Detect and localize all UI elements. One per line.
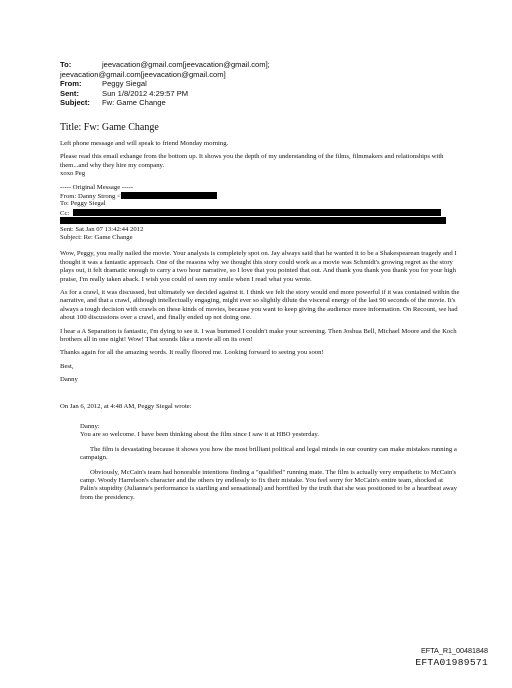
subject-label: Subject: [60, 98, 90, 108]
from-value: Peggy Siegal [102, 79, 147, 89]
document-title: Title: Fw: Game Change [60, 122, 159, 133]
original-from: From: Danny Strong < [60, 193, 121, 201]
intro-paragraph-2 [60, 153, 460, 178]
sent-value: Sun 1/8/2012 4:29:57 PM [102, 88, 189, 98]
to-row-continued [60, 70, 460, 80]
reply-paragraph-2: As for a crawl, it was discussed, but ultimately we decided against it. I think we felt the story would end more powerful if it was contained within the narrative, and that a crawl, although intellectually engaging, might ever so slightly dilute the visceral energy of the last 90 seconds of the movie. It's always a tough decision with crawls on these kinds of movies, because you want to keep giving the audience more information. On Recount, we had about 100 discussions over a crawl, and finally ended up not doing one. [60, 288, 460, 322]
sent-row [60, 89, 460, 99]
to-label: To: [60, 60, 72, 69]
original-subject: Subject: Re: Game Change [60, 233, 133, 241]
reply-paragraph-3: I hear a A Separation is fantastic, I'm dying to see it. I was bummed I couldn't make your screening. Then Joshua Bell, Michael Moore and the Koch brothers all in one night! Wow! That sounds like a movie all on its own! [60, 327, 457, 344]
email-body [60, 140, 460, 508]
from-row [60, 79, 460, 89]
to-value: jeevacation@gmail.com[jeevacation@gmail.com]; [102, 60, 270, 69]
quoted-paragraph-3: Obviously, McCain's team had honorable intentions finding a "qualified" running mate. The film is actually very empathetic to McCain's camp. Woody Harrelson's character and the others try endlessly to fix their mistake. You feel sorry for McCain's entire team, shocked at Palin's stupidity (Julianne's performance is startling and sensational) and horrified by the truth that she was positioned to be a heartbeat away from the presidency. [80, 468, 457, 501]
subject-row [60, 98, 460, 108]
to-value-2: jeevacation@gmail.com[jeevacation@gmail.com] [60, 69, 226, 79]
redaction-block [121, 192, 217, 199]
redaction-block [73, 209, 441, 216]
subject-value: Fw: Game Change [102, 98, 166, 108]
reply-closing: Best, [60, 362, 74, 370]
original-message-header [60, 184, 460, 243]
original-divider: ----- Original Message ----- [60, 183, 133, 191]
original-from-row [60, 192, 460, 200]
intro-paragraph-2-text: Please read this email exhange from the bottom up. It shows you the depth of my understanding of the films, filmmakers and relationships with them...and why they hire my company. [60, 153, 444, 169]
email-header [60, 60, 460, 108]
quoted-paragraph-2: The film is devastating because it shows you how the most brilliant political and legal minds in our country can make mistakes running a campaign. [80, 445, 457, 462]
original-sent: Sent: Sat Jan 07 13:42:44 2012 [60, 225, 144, 233]
original-cc-row-2 [60, 217, 460, 225]
reply-signature: Danny [60, 376, 78, 384]
to-row [60, 60, 460, 70]
sent-label: Sent: [60, 88, 79, 98]
intro-paragraph-1: Left phone message and will speak to friend Monday morning. [60, 140, 229, 147]
quoted-paragraph-1: You are so welcome. I have been thinking about the film since I saw it at HBO yesterday. [80, 431, 320, 439]
from-label: From: [60, 79, 82, 89]
bates-number-1: EFTA_R1_00481848 [421, 646, 488, 655]
quoted-greeting: Danny: [80, 423, 100, 431]
original-cc: Cc: [60, 209, 70, 217]
bates-number-2: EFTA01989571 [415, 657, 488, 668]
intro-signoff: xoxo Peg [60, 170, 86, 178]
reply-paragraph-4: Thanks again for all the amazing words. It really floored me. Looking forward to seeing you soon! [60, 349, 324, 357]
original-to: To: Peggy Siegal [60, 200, 106, 208]
quoted-intro: On Jan 6, 2012, at 4:48 AM, Peggy Siegal wrote: [60, 402, 192, 410]
original-cc-row [60, 209, 460, 217]
redaction-block [60, 217, 446, 224]
reply-paragraph-1: Wow, Peggy, you really nailed the movie. Your analysis is completely spot on. Jay always said that he wanted it to be a Shakespearean tragedy and I thought it was a fantastic approach. One of the reasons why we thought this story could work as a movie was Schmidt's growing regret as the story plays out, it felt dramatic enough to carry a two hour narrative, so I love that you pointed that out. And thank you thank you thank you for your high praise, I'm really taken aback. I wish you could of seen my smile when I read what you wrote. [60, 250, 457, 283]
quoted-message [80, 423, 460, 502]
